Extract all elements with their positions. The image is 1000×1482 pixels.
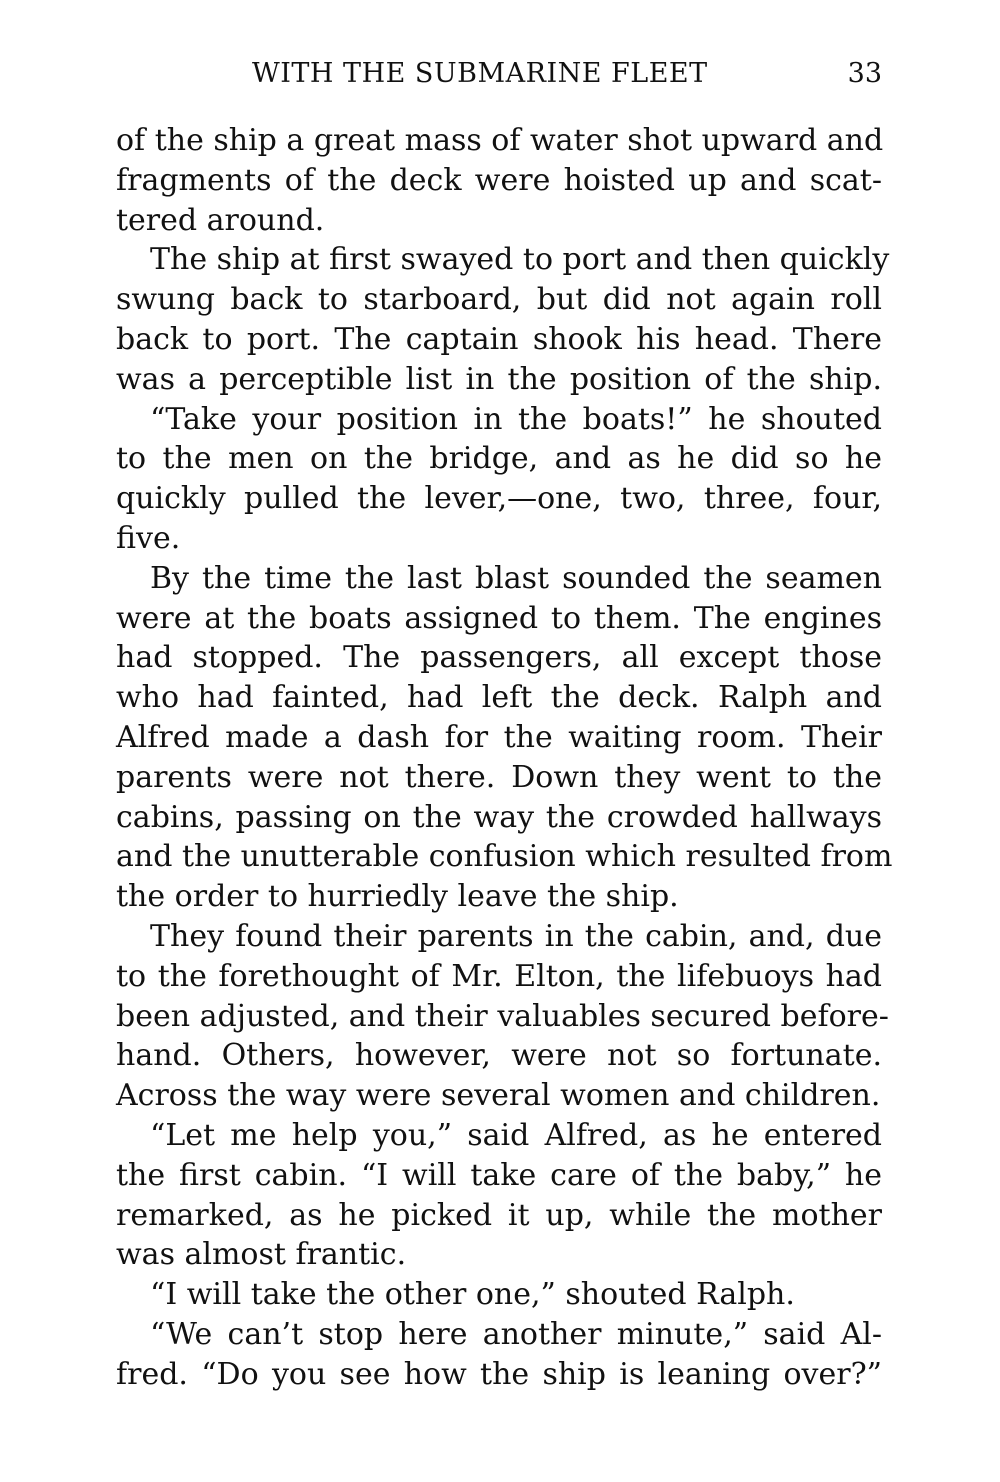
text-line: swung back to starboard, but did not again roll xyxy=(116,282,882,318)
text-line: hand. Others, however, were not so fortunate. xyxy=(116,1038,882,1074)
text-line: Across the way were several women and children. xyxy=(116,1078,881,1114)
text-line: five. xyxy=(116,520,181,556)
text-line: parents were not there. Down they went to the xyxy=(116,759,882,795)
text-line: to the men on the bridge, and as he did so he xyxy=(116,441,882,477)
text-line: to the forethought of Mr. Elton, the lifebuoys had xyxy=(116,958,882,994)
text-line: “I will take the other one,” shouted Ralph. xyxy=(150,1277,795,1313)
text-line: remarked, as he picked it up, while the mother xyxy=(116,1197,882,1233)
text-line: The ship at first swayed to port and then quickly xyxy=(150,242,890,278)
text-line: cabins, passing on the way the crowded hallways xyxy=(116,799,882,835)
text-line: By the time the last blast sounded the seamen xyxy=(150,560,882,596)
text-line: of the ship a great mass of water shot upward and xyxy=(116,123,884,158)
text-line: been adjusted, and their valuables secured before- xyxy=(116,998,889,1034)
text-line: were at the boats assigned to them. The engines xyxy=(116,600,882,636)
text-line: “Take your position in the boats!” he shouted xyxy=(150,401,882,437)
text-line: “Let me help you,” said Alfred, as he entered xyxy=(150,1117,882,1153)
text-line: was a perceptible list in the position of the ship. xyxy=(116,361,882,397)
text-line: quickly pulled the lever,—one, two, three, four, xyxy=(116,481,882,517)
text-line: They found their parents in the cabin, and, due xyxy=(150,918,882,954)
text-line: “We can’t stop here another minute,” said Al- xyxy=(150,1316,882,1352)
running-head xyxy=(116,52,882,96)
page-number: 33 xyxy=(847,58,882,89)
text-line: the order to hurriedly leave the ship. xyxy=(116,879,679,915)
running-title: WITH THE SUBMARINE FLEET xyxy=(252,58,708,89)
text-line: fragments of the deck were hoisted up and scat- xyxy=(116,162,882,198)
text-line: had stopped. The passengers, all except those xyxy=(116,640,882,676)
text-line: who had fainted, had left the deck. Ralph and xyxy=(116,680,882,716)
text-line: Alfred made a dash for the waiting room. Their xyxy=(116,719,882,755)
text-line: the first cabin. “I will take care of the baby,” he xyxy=(116,1157,882,1193)
body-text xyxy=(116,121,893,1395)
text-line: was almost frantic. xyxy=(116,1237,407,1273)
text-line: and the unutterable confusion which resulted from xyxy=(116,839,893,875)
text-line: tered around. xyxy=(116,202,325,238)
text-line: back to port. The captain shook his head. There xyxy=(116,321,882,357)
text-line: fred. “Do you see how the ship is leaning over?” xyxy=(116,1356,882,1392)
